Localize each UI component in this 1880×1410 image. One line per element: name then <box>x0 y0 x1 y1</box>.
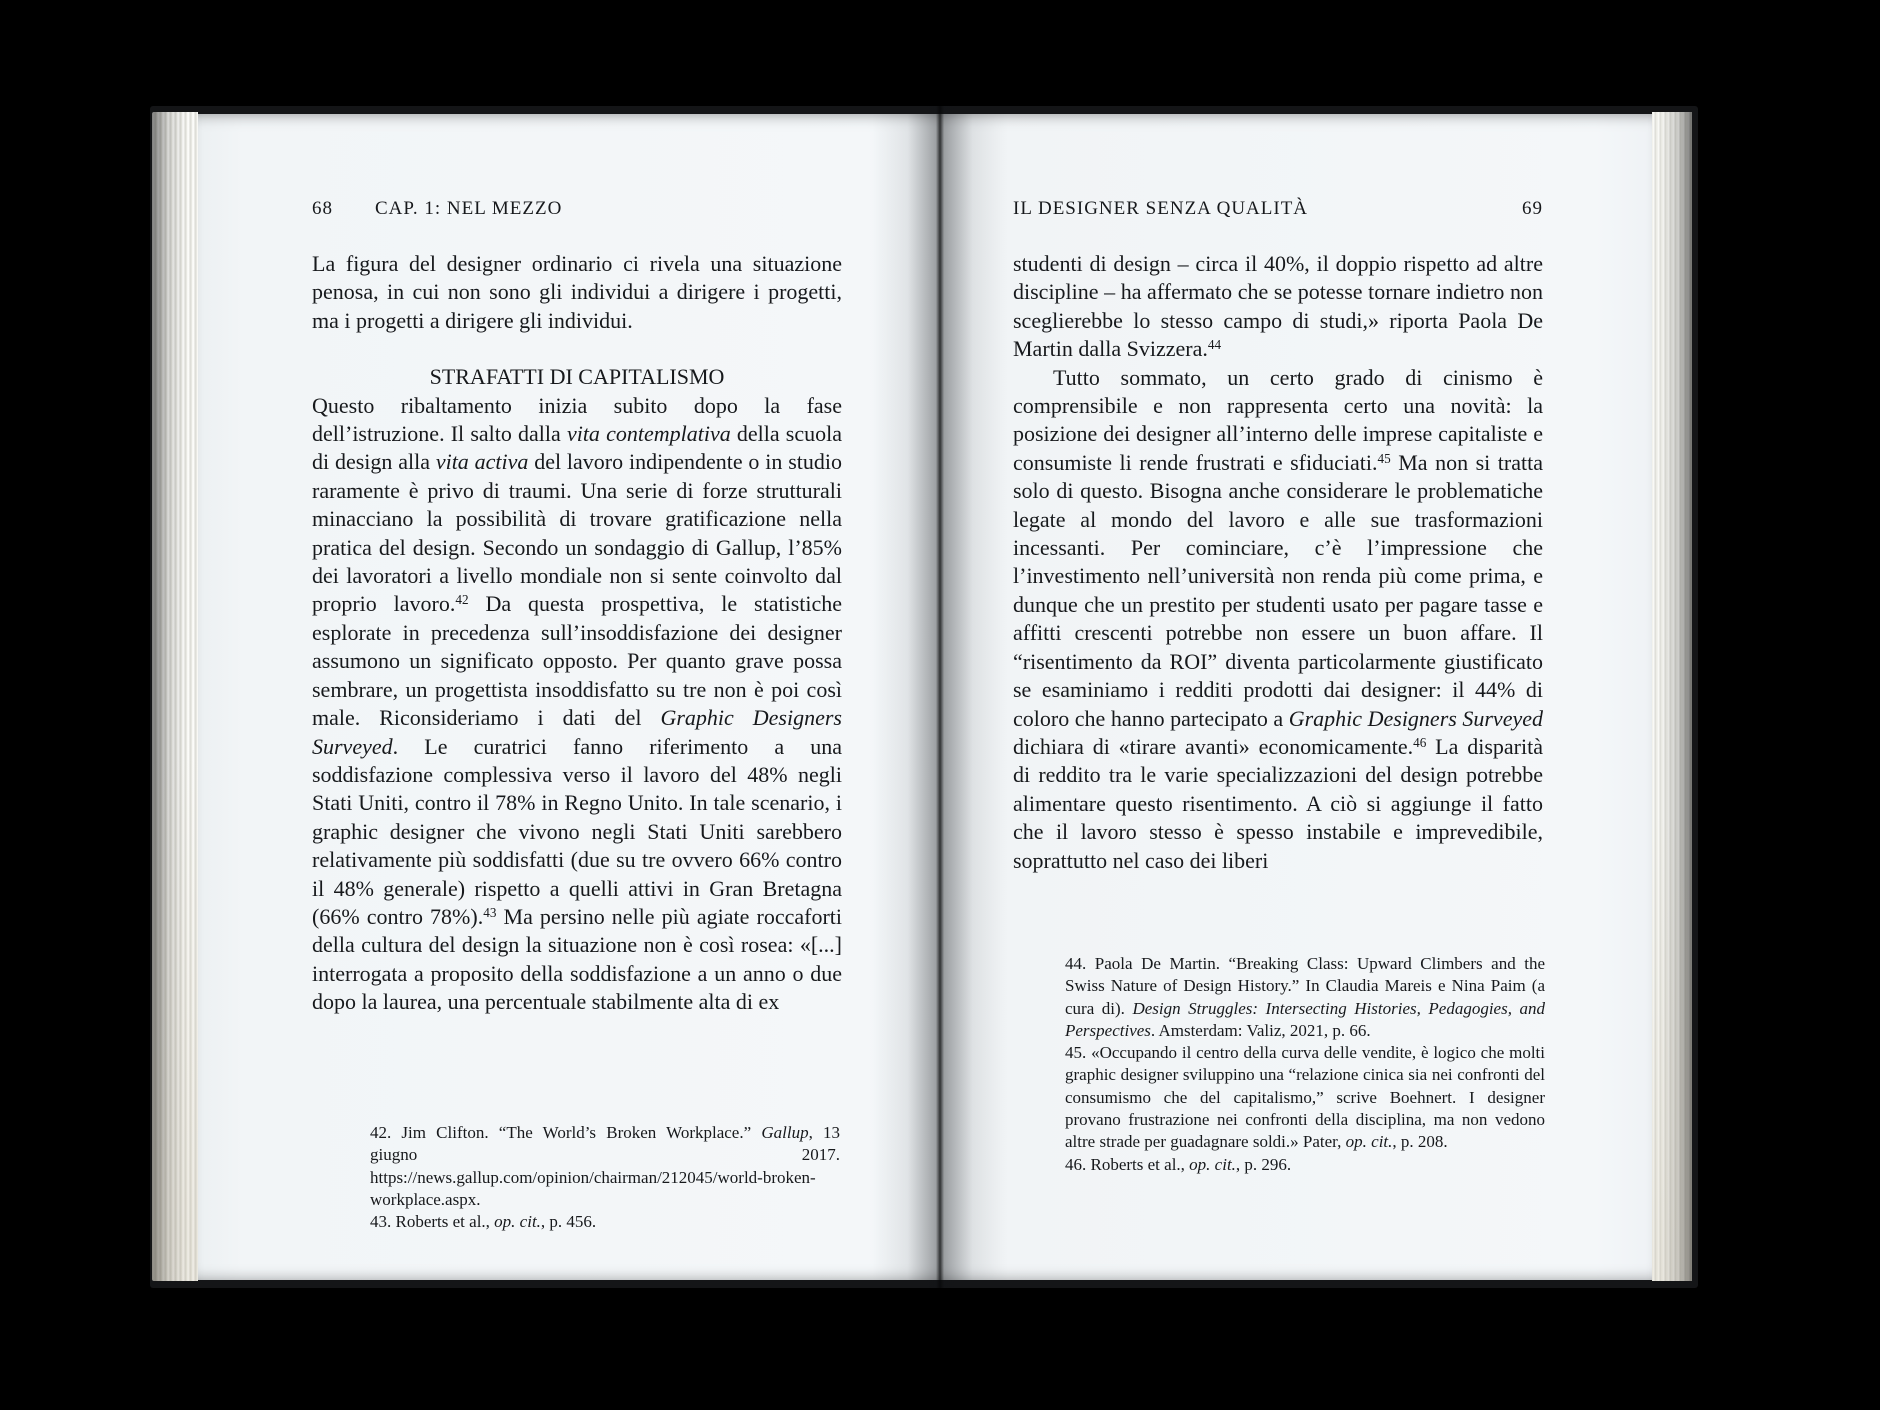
text-run: La figura del designer ordinario ci rivela una situazione penosa, in cui non sono gli individui a dirigere i progetti, ma i progetti a dirigere gli individui. <box>312 251 842 333</box>
italic-text: op. cit. <box>1189 1154 1236 1174</box>
right-running-header <box>1013 198 1543 220</box>
text-run: . Le curatrici fanno riferimento a una soddisfazione complessiva verso il lavoro del 48% negli Stati Uniti, contro il 78% in Regno Unito. In tale scenario, i graphic designer che vivono negli Stati Uniti sarebbero relativamente più soddisfatti (due su tre ovvero 66% contro il 48% generale) rispetto a quelli attivi in Gran Bretagna (66% contro 78%). <box>312 733 842 929</box>
italic-text: vita contemplativa <box>566 421 731 447</box>
footnote-marker: 42 <box>455 592 469 608</box>
book-spread <box>150 106 1698 1288</box>
text-run: della scuola di design alla <box>312 421 842 475</box>
text-run: La disparità di reddito tra le varie specializzazioni del design potrebbe alimentare questo risentimento. A ciò si aggiunge il fatto che il lavoro stesso è spesso instabile e imprevedibile, soprattutto nel caso dei liberi <box>1013 733 1543 873</box>
footnote-43 <box>370 1211 840 1233</box>
text-run: Ma persino nelle più agiate roccaforti della cultura del design la situazione non è così rosea: «[...] interrogata a proposito della soddisfazione a un anno o due dopo la laurea, una percentuale stabilmente alta di ex <box>312 903 842 1015</box>
italic-text: Graphic Designers Surveyed <box>1288 705 1543 731</box>
left-running-header <box>312 198 842 220</box>
text-run: , 13 giugno 2017. https://news.gallup.com/opinion/chairman/212045/world-broken-workplace.aspx. <box>370 1123 841 1209</box>
italic-text: vita activa <box>435 449 529 475</box>
italic-text: Graphic Designers Surveyed <box>312 705 842 759</box>
footnote-marker: 46 <box>1413 734 1427 750</box>
footnote-46 <box>1065 1154 1545 1176</box>
right-page-footnotes <box>1065 953 1545 1176</box>
text-run: 43. Roberts et al., <box>370 1212 495 1232</box>
body-paragraph <box>312 250 842 335</box>
left-page-edges <box>152 112 198 1281</box>
body-paragraph <box>1013 250 1543 364</box>
text-run: , p. 296. <box>1235 1154 1292 1174</box>
footnote-44 <box>1065 953 1545 1042</box>
page-number-right: 69 <box>1522 198 1543 219</box>
section-heading <box>312 363 842 391</box>
text-run: . Amsterdam: Valiz, 2021, p. 66. <box>1150 1020 1371 1040</box>
right-page <box>940 114 1652 1280</box>
footnote-marker: 44 <box>1207 336 1222 352</box>
footnote-45 <box>1065 1042 1545 1153</box>
text-run: 44. Paola De Martin. “Breaking Class: Upward Climbers and the Swiss Nature of Design History.” In Claudia Mareis e Nina Paim (a cura di). <box>1065 954 1545 1018</box>
body-paragraph <box>312 392 842 1017</box>
text-run: 42. Jim Clifton. “The World’s Broken Workplace.” <box>370 1123 762 1142</box>
text-run: Ma non si tratta solo di questo. Bisogna anche considerare le problematiche legate al mondo del lavoro e alle sue trasformazioni incessanti. Per cominciare, c’è l’impressione che l’investimento nell’università non renda più come prima, e dunque che un prestito per studenti usato per pagare tasse e affitti crescenti potrebbe non essere un buon affare. Il “risentimento da ROI” diventa particolarmente giustificato se esaminiamo i redditi prodotti dai designer: il 44% di coloro che hanno partecipato a <box>1013 449 1543 731</box>
running-header-right: IL DESIGNER SENZA QUALITÀ <box>1013 198 1309 219</box>
left-page-body <box>312 250 842 1017</box>
text-run: Da questa prospettiva, le statistiche esplorate in precedenza sull’insoddisfazione dei designer assumono un significato opposto. Per quanto grave possa sembrare, un progettista insoddisfatto su tre non è poi così male. Riconsideriamo i dati del <box>312 591 843 731</box>
right-page-edges <box>1652 112 1692 1281</box>
text-run: STRAFATTI DI CAPITALISMO <box>429 364 725 390</box>
italic-text: op. cit. <box>494 1212 541 1232</box>
page-number-left: 68 <box>312 198 333 219</box>
footnote-marker: 45 <box>1377 450 1391 466</box>
text-run: , p. 456. <box>540 1212 597 1232</box>
text-run: , p. 208. <box>1392 1132 1448 1152</box>
text-run: Questo ribaltamento inizia subito dopo la fase dell’istruzione. Il salto dalla <box>312 392 842 447</box>
running-header-left: CAP. 1: NEL MEZZO <box>375 198 563 219</box>
left-page-footnotes <box>370 1122 840 1233</box>
right-page-body <box>1013 250 1543 875</box>
italic-text: Design Struggles: Intersecting Histories, Pedagogies, and Perspectives <box>1065 998 1545 1040</box>
italic-text: op. cit. <box>1345 1132 1393 1152</box>
left-page <box>198 114 940 1280</box>
text-run: 45. «Occupando il centro della curva delle vendite, è logico che molti graphic designer sviluppino una “relazione cinica sia nei confronti del consumismo che del capitalismo,” scrive Boehnert. I designer provano frustrazione nei confronti della disciplina, ma non vedono altre strade per guadagnare soldi.» Pater, <box>1065 1043 1545 1152</box>
text-run: 46. Roberts et al., <box>1065 1154 1190 1174</box>
text-run: del lavoro indipendente o in studio raramente è privo di traumi. Una serie di forze strutturali minacciano la possibilità di trovare gratificazione nella pratica del design. Secondo un sondaggio di Gallup, l’85% dei lavoratori a livello mondiale non si sente coinvolto dal proprio lavoro. <box>312 449 842 617</box>
text-run: Tutto sommato, un certo grado di cinismo è comprensibile e non rappresenta certo una novità: la posizione dei designer all’interno delle imprese capitaliste e consumiste li rende frustrati e sfiduciati. <box>1013 364 1543 475</box>
text-run: studenti di design – circa il 40%, il doppio rispetto ad altre discipline – ha affermato che se potesse tornare indietro non sceglierebbe lo stesso campo di studi,» riporta Paola De Martin dalla Svizzera. <box>1013 251 1543 362</box>
italic-text: Gallup <box>761 1123 809 1142</box>
body-paragraph <box>1013 364 1543 875</box>
footnote-marker: 43 <box>483 904 497 920</box>
footnote-42 <box>370 1122 840 1211</box>
text-run: dichiara di «tirare avanti» economicamente. <box>1013 733 1414 759</box>
